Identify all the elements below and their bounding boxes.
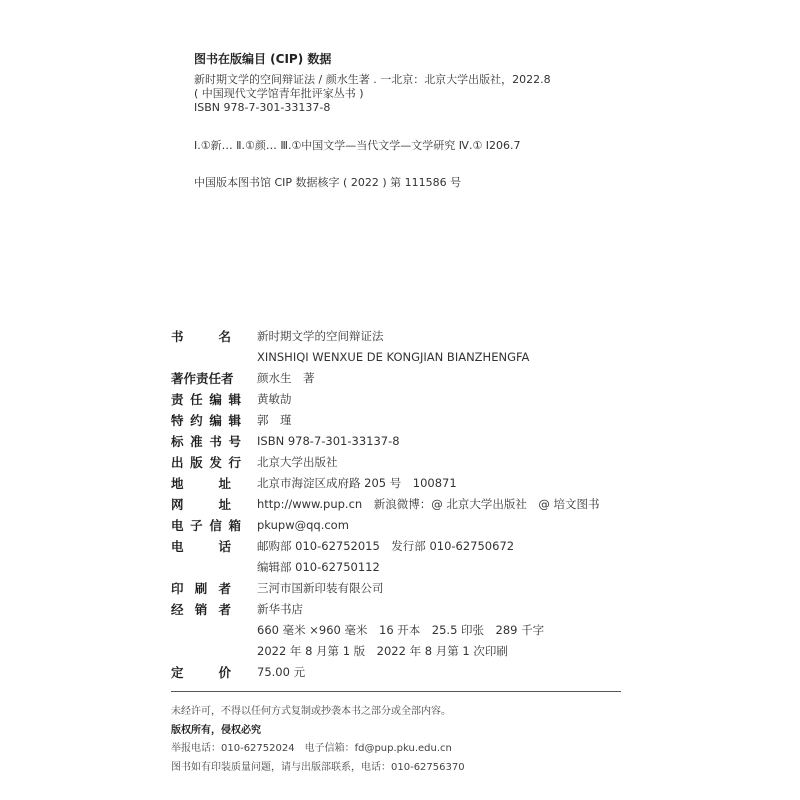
imprint-row-phone <box>171 535 631 556</box>
editor: 黄敏劼 <box>257 391 292 406</box>
price: 75.00 元 <box>257 664 306 679</box>
imprint-row-special-editor <box>171 409 631 430</box>
imprint-row-book-name <box>171 325 631 346</box>
author: 颜水生 著 <box>257 370 315 385</box>
imprint-row-author <box>171 367 631 388</box>
rights-reserved: 版权所有，侵权必究 <box>171 724 261 736</box>
isbn-label: 标 准 书 号 <box>171 433 241 449</box>
book-name-label: 书 名 <box>171 328 231 344</box>
publisher-label: 出 版 发 行 <box>171 454 241 470</box>
address-label: 地 址 <box>171 475 231 491</box>
publisher: 北京大学出版社 <box>257 454 338 469</box>
website[interactable]: http://www.pup.cn 新浪微博：@ 北京大学出版社 @ 培文图书 <box>257 496 600 511</box>
distributor-label: 经 销 者 <box>171 601 231 617</box>
cip-classification: Ⅰ.①新… Ⅱ.①颜… Ⅲ.①中国文学—当代文学—文学研究 Ⅳ.① I206.7 <box>194 139 521 152</box>
imprint-row-website <box>171 493 631 514</box>
address: 北京市海淀区成府路 205 号 100871 <box>257 475 457 490</box>
special-editor-label: 特 约 编 辑 <box>171 412 241 428</box>
phone-label: 电 话 <box>171 538 231 554</box>
imprint-row-editor <box>171 388 631 409</box>
editor-label: 责 任 编 辑 <box>171 391 241 407</box>
cip-book-entry: 新时期文学的空间辩证法 / 颜水生著 . 一北京：北京大学出版社，2022.8 <box>194 73 551 86</box>
cip-block <box>194 52 634 190</box>
phone-sales: 邮购部 010-62752015 发行部 010-62750672 <box>257 538 515 553</box>
printer-label: 印 刷 者 <box>171 580 231 596</box>
edition-info: 2022 年 8 月第 1 版 2022 年 8 月第 1 次印刷 <box>257 643 508 658</box>
imprint-table <box>171 325 631 682</box>
quality-contact: 图书如有印装质量问题，请与出版部联系，电话：010-62756370 <box>171 761 465 773</box>
imprint-row-publisher <box>171 451 631 472</box>
website-label: 网 址 <box>171 496 231 512</box>
cip-series: ( 中国现代文学馆青年批评家丛书 ) <box>194 87 364 100</box>
report-contact: 举报电话：010-62752024 电子信箱：fd@pup.pku.edu.cn <box>171 743 452 754</box>
distributor: 新华书店 <box>257 601 303 616</box>
phone-editorial: 编辑部 010-62750112 <box>257 559 380 574</box>
imprint-row-address <box>171 472 631 493</box>
imprint-row-distributor <box>171 598 631 619</box>
divider <box>171 691 621 692</box>
imprint-row-specs <box>171 619 631 640</box>
imprint-row-pinyin <box>171 346 631 367</box>
printer: 三河市国新印装有限公司 <box>257 580 384 595</box>
imprint-row-printer <box>171 577 631 598</box>
isbn: ISBN 978-7-301-33137-8 <box>257 433 400 448</box>
special-editor: 郭 瑾 <box>257 412 292 427</box>
imprint-row-isbn <box>171 430 631 451</box>
imprint-row-price <box>171 661 631 682</box>
imprint-row-edition <box>171 640 631 661</box>
book-name-pinyin: XINSHIQI WENXUE DE KONGJIAN BIANZHENGFA <box>257 349 530 364</box>
copyright-notice: 未经许可，不得以任何方式复制或抄袭本书之部分或全部内容。 <box>171 706 451 717</box>
email-label: 电 子 信 箱 <box>171 517 241 533</box>
imprint-row-email <box>171 514 631 535</box>
cip-isbn: ISBN 978-7-301-33137-8 <box>194 101 331 114</box>
book-name: 新时期文学的空间辩证法 <box>257 328 384 343</box>
email[interactable]: pkupw@qq.com <box>257 517 349 532</box>
copyright-footer <box>171 703 631 777</box>
cip-verification: 中国版本图书馆 CIP 数据核字 ( 2022 ) 第 111586 号 <box>194 176 462 189</box>
imprint-row-phone-editorial <box>171 556 631 577</box>
price-label: 定 价 <box>171 664 231 680</box>
cip-title: 图书在版编目 (CIP) 数据 <box>194 52 332 66</box>
book-specs: 660 毫米 ×960 毫米 16 开本 25.5 印张 289 千字 <box>257 622 545 637</box>
author-label: 著作责任者 <box>171 370 234 386</box>
